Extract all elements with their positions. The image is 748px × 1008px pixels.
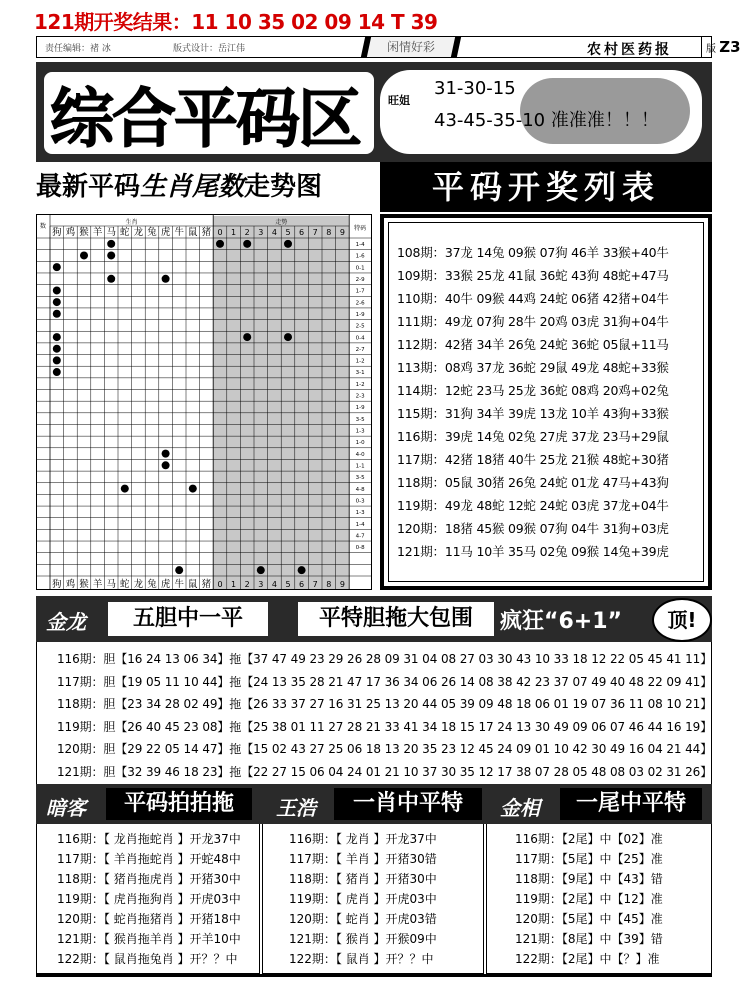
col-c-row: 121期：【8尾】中【39】错 <box>515 932 663 946</box>
column-name: 闲情好彩 <box>361 37 461 57</box>
tip-author: 旺姐 <box>388 94 410 107</box>
wrap-box: 平特胆拖大包围 <box>298 602 494 636</box>
col-b-row: 116期：【 龙肖 】开龙37中 <box>289 832 437 846</box>
col-c-row: 118期：【9尾】中【43】错 <box>515 872 663 886</box>
dan-tuo-list <box>36 642 712 784</box>
special-label: 3-5 <box>355 416 365 423</box>
special-label: 1-4 <box>355 242 365 249</box>
zodiac-dot <box>53 310 61 318</box>
grid-group-special: 特码 <box>354 225 367 232</box>
special-label: 1-3 <box>355 510 365 517</box>
grid-group-zodiac: 生肖 <box>125 219 138 226</box>
special-label: 1-7 <box>355 288 365 295</box>
special-label: 4-7 <box>355 533 365 540</box>
special-label: 1-9 <box>355 311 365 318</box>
zodiac-dot <box>162 450 170 458</box>
digit-header: 9 <box>339 228 345 237</box>
zodiac-footer: 狗 <box>52 579 62 590</box>
zodiac-footer: 兔 <box>147 579 157 590</box>
col-c-row: 119期：【2尾】中【12】准 <box>515 892 663 906</box>
column-one-zodiac <box>262 824 484 974</box>
col-a-row: 120期：【 蛇肖拖猪肖 】开猪18中 <box>57 912 241 926</box>
tail-dot <box>284 240 292 248</box>
digit-header: 6 <box>299 228 305 237</box>
col-b-row: 120期：【 蛇肖 】开虎03错 <box>289 912 437 926</box>
col-a-row: 117期：【 羊肖拖蛇肖 】开蛇48中 <box>57 852 241 866</box>
newspaper-name: 农村医药报 <box>587 42 672 58</box>
zodiac-dot <box>53 345 61 353</box>
dan-tuo-row: 118期：胆【23 34 28 02 49】拖【26 33 37 27 16 31 25 13 20 44 05 39 09 48 18 06 01 19 07 36 11 08 10 21】 <box>57 697 713 711</box>
special-label: 1-0 <box>355 440 365 447</box>
tail-dot <box>257 566 265 574</box>
draw-list-row: 121期：11马 10羊 35马 02兔 09猴 14兔+39虎 <box>397 544 669 559</box>
zodiac-header: 羊 <box>92 227 103 238</box>
special-label: 1-2 <box>355 381 365 388</box>
zodiac-dot <box>53 356 61 364</box>
tip-line-2: 43-45-35-10 准准准！！！ <box>434 110 659 131</box>
special-label: 2-9 <box>355 276 365 283</box>
draw-list-row: 109期：33猴 25龙 41鼠 36蛇 43狗 48蛇+47马 <box>397 268 669 283</box>
column-pair-tips <box>36 824 260 974</box>
special-label: 0-3 <box>355 498 365 505</box>
special-label: 0-8 <box>355 545 365 552</box>
zodiac-dot <box>53 286 61 294</box>
col-a-row: 116期：【 龙肖拖蛇肖 】开龙37中 <box>57 832 241 846</box>
zodiac-footer: 虎 <box>160 579 171 590</box>
special-label: 4-8 <box>355 486 365 493</box>
zodiac-header: 狗 <box>52 227 62 238</box>
draw-list-title: 平码开奖列表 <box>380 162 712 212</box>
digit-header: 0 <box>217 228 223 237</box>
title-a: 平码拍拍拖 <box>106 788 252 820</box>
digit-footer: 5 <box>285 580 291 589</box>
zodiac-header: 蛇 <box>120 227 130 238</box>
author-a: 暗客 <box>46 796 86 820</box>
col-a-row: 119期：【 虎肖拖狗肖 】开虎03中 <box>57 892 241 906</box>
digit-header: 4 <box>271 228 277 237</box>
zodiac-dot <box>53 298 61 306</box>
zodiac-header: 猪 <box>201 227 212 238</box>
special-label: 2-5 <box>355 323 365 330</box>
zodiac-footer: 猴 <box>79 579 89 590</box>
special-label: 0-1 <box>355 265 365 272</box>
special-label: 1-1 <box>355 463 365 470</box>
draw-list-row: 115期：31狗 34羊 39虎 13龙 10羊 43狗+33猴 <box>397 406 669 421</box>
col-a-row: 122期：【 鼠肖拖兔肖 】开？？中 <box>57 952 238 966</box>
col-b-row: 118期：【 猪肖 】开猪30中 <box>289 872 437 886</box>
zodiac-footer: 羊 <box>92 579 103 590</box>
tail-dot <box>284 333 292 341</box>
zodiac-dot <box>107 275 115 283</box>
digit-header: 2 <box>244 228 250 237</box>
trend-title: 最新平码生肖尾数走势图 <box>36 172 323 202</box>
trend-grid-svg <box>36 214 372 590</box>
col-a-row: 121期：【 猴肖拖羊肖 】开羊10中 <box>57 932 241 946</box>
digit-header: 1 <box>231 228 237 237</box>
col-b-row: 122期：【 鼠肖 】开？？中 <box>289 952 434 966</box>
zodiac-footer: 鸡 <box>65 579 76 590</box>
zodiac-header: 牛 <box>174 227 184 238</box>
digit-footer: 2 <box>244 580 250 589</box>
dan-tuo-row: 119期：胆【26 40 45 23 08】拖【25 38 01 11 27 28 21 33 41 34 18 15 17 24 13 30 49 09 06 07 46 44 16 19】 <box>57 719 713 734</box>
top-badge: 顶! <box>652 598 712 642</box>
zodiac-header: 龙 <box>133 227 144 238</box>
zodiac-footer: 猪 <box>201 579 212 590</box>
special-label: 2-7 <box>355 346 365 353</box>
title-b: 一肖中平特 <box>334 788 482 820</box>
col-a-row: 118期：【 猪肖拖虎肖 】开猪30中 <box>57 872 241 886</box>
special-label: 0-4 <box>355 335 365 342</box>
draw-list-row: 118期：05鼠 30猪 26兔 24蛇 01龙 47马+43狗 <box>397 475 669 490</box>
col-b-row: 119期：【 虎肖 】开虎03中 <box>289 892 437 906</box>
author-c: 金相 <box>500 796 540 820</box>
dan-tuo-row: 116期：胆【16 24 13 06 34】拖【37 47 49 23 29 26 28 09 31 04 08 27 03 30 43 10 33 18 12 22 05 45 41 11】 <box>57 652 713 666</box>
zodiac-dot <box>107 240 115 248</box>
zodiac-header: 鸡 <box>65 227 76 238</box>
tail-dot <box>243 240 251 248</box>
column-one-tail <box>486 824 712 974</box>
draw-list-row: 112期：42猪 34羊 26兔 24蛇 36蛇 05鼠+11马 <box>397 337 669 352</box>
col-c-row: 117期：【5尾】中【25】准 <box>515 852 663 866</box>
tail-dot <box>243 333 251 341</box>
header-bar <box>36 36 741 58</box>
dan-tuo-row: 120期：胆【29 22 05 14 47】拖【15 02 43 27 25 06 18 13 20 35 23 12 45 24 09 01 10 42 30 49 16 04 21 44】 <box>57 742 713 756</box>
draw-list-row: 119期：49龙 48蛇 12蛇 24蛇 03虎 37龙+04牛 <box>397 498 669 513</box>
editor-credit: 责任编辑：褚 冰 <box>45 44 111 54</box>
special-label: 4-0 <box>355 451 365 458</box>
bottom-rule <box>36 974 712 977</box>
trend-grid <box>36 214 372 590</box>
tail-dot <box>216 240 224 248</box>
digit-header: 7 <box>312 228 318 237</box>
zodiac-header: 虎 <box>160 227 171 238</box>
designer-credit: 版式设计：岳江伟 <box>173 44 246 54</box>
digit-footer: 9 <box>339 580 345 589</box>
draw-list-row: 113期：08鸡 37龙 36蛇 29鼠 49龙 48蛇+33猴 <box>397 360 669 375</box>
zodiac-dot <box>53 333 61 341</box>
five-dan-box: 五胆中一平 <box>108 602 268 636</box>
draw-list-row: 116期：39虎 14兔 02兔 27虎 37龙 23马+29鼠 <box>397 429 669 444</box>
tip-line-1: 31-30-15 <box>434 78 516 99</box>
digit-header: 3 <box>258 228 264 237</box>
digit-footer: 7 <box>312 580 318 589</box>
digit-footer: 6 <box>299 580 305 589</box>
digit-footer: 8 <box>326 580 332 589</box>
special-label: 1-4 <box>355 521 365 528</box>
digit-header: 8 <box>326 228 332 237</box>
zodiac-header: 兔 <box>147 227 157 238</box>
big-title: 综合平码区 <box>50 83 360 157</box>
draw-list-row: 110期：40牛 09猴 44鸡 24蛇 06猪 42猪+04牛 <box>397 291 669 306</box>
page-number: 版 Z3 <box>701 37 748 57</box>
digit-footer: 1 <box>231 580 237 589</box>
zodiac-footer: 牛 <box>174 579 184 590</box>
zodiac-dot <box>162 275 170 283</box>
draw-list-row: 120期：18猪 45猴 09猴 07狗 04牛 31狗+03虎 <box>397 521 669 536</box>
title-c: 一尾中平特 <box>560 788 702 820</box>
zodiac-dot <box>107 251 115 259</box>
zodiac-header: 猴 <box>79 227 89 238</box>
banner-author: 金龙 <box>46 610 86 634</box>
draw-list <box>380 214 712 590</box>
special-label: 1-2 <box>355 358 365 365</box>
zodiac-dot <box>121 485 129 493</box>
tail-dot <box>298 566 306 574</box>
zodiac-footer: 龙 <box>133 579 144 590</box>
digit-footer: 3 <box>258 580 264 589</box>
dan-tuo-row: 121期：胆【32 39 46 18 23】拖【22 27 15 06 04 24 01 21 10 37 30 35 12 17 38 07 28 05 48 08 03 02 31 26】 <box>57 764 713 779</box>
special-label: 3-5 <box>355 475 365 482</box>
col-b-row: 121期：【 猴肖 】开猴09中 <box>289 932 437 946</box>
tip-box <box>380 70 702 154</box>
draw-list-row: 114期：12蛇 23马 25龙 36蛇 08鸡 20鸡+02兔 <box>397 383 669 398</box>
author-b: 王浩 <box>276 796 316 820</box>
slogan: 疯狂“6+1” <box>500 609 622 634</box>
zodiac-header: 马 <box>106 227 116 238</box>
col-c-row: 120期：【5尾】中【45】准 <box>515 912 663 926</box>
special-label: 1-3 <box>355 428 365 435</box>
special-label: 3-1 <box>355 370 365 377</box>
bottom-banners <box>36 784 712 824</box>
zodiac-footer: 马 <box>106 579 116 590</box>
digit-header: 5 <box>285 228 291 237</box>
zodiac-footer: 鼠 <box>188 579 198 590</box>
zodiac-dot <box>162 461 170 469</box>
draw-list-row: 111期：49龙 07狗 28牛 20鸡 03虎 31狗+04牛 <box>397 314 669 329</box>
grid-group-trend: 走势 <box>275 219 288 226</box>
zodiac-footer: 蛇 <box>120 579 130 590</box>
dan-tuo-row: 117期：胆【19 05 11 10 44】拖【24 13 35 28 21 47 17 36 34 06 26 14 08 38 42 23 37 07 49 40 48 22 09 41】 <box>57 674 713 689</box>
digit-footer: 0 <box>217 580 223 589</box>
zodiac-dot <box>189 485 197 493</box>
col-c-row: 116期：【2尾】中【02】准 <box>515 832 663 846</box>
big-title-box <box>44 72 374 157</box>
special-label: 2-3 <box>355 393 365 400</box>
zodiac-dot <box>80 251 88 259</box>
special-label: 1-9 <box>355 405 365 412</box>
digit-footer: 4 <box>271 580 277 589</box>
zodiac-dot <box>53 368 61 376</box>
draw-list-row: 108期：37龙 14兔 09猴 07狗 46羊 33猴+40牛 <box>397 245 669 260</box>
draw-list-row: 117期：42猪 18猪 40牛 25龙 21猴 48蛇+30猪 <box>397 452 669 467</box>
zodiac-header: 鼠 <box>188 227 198 238</box>
zodiac-dot <box>53 263 61 271</box>
zodiac-dot <box>175 566 183 574</box>
special-label: 2-6 <box>355 300 365 307</box>
draw-result-line: 121期开奖结果：11 10 35 02 09 14 T 39 <box>34 10 438 34</box>
grid-corner: 数 <box>39 223 47 230</box>
col-c-row: 122期：【2尾】中【？】准 <box>515 952 660 966</box>
special-label: 1-6 <box>355 253 365 260</box>
banner-golden-dragon <box>36 596 712 642</box>
col-b-row: 117期：【 羊肖 】开猪30错 <box>289 852 437 866</box>
